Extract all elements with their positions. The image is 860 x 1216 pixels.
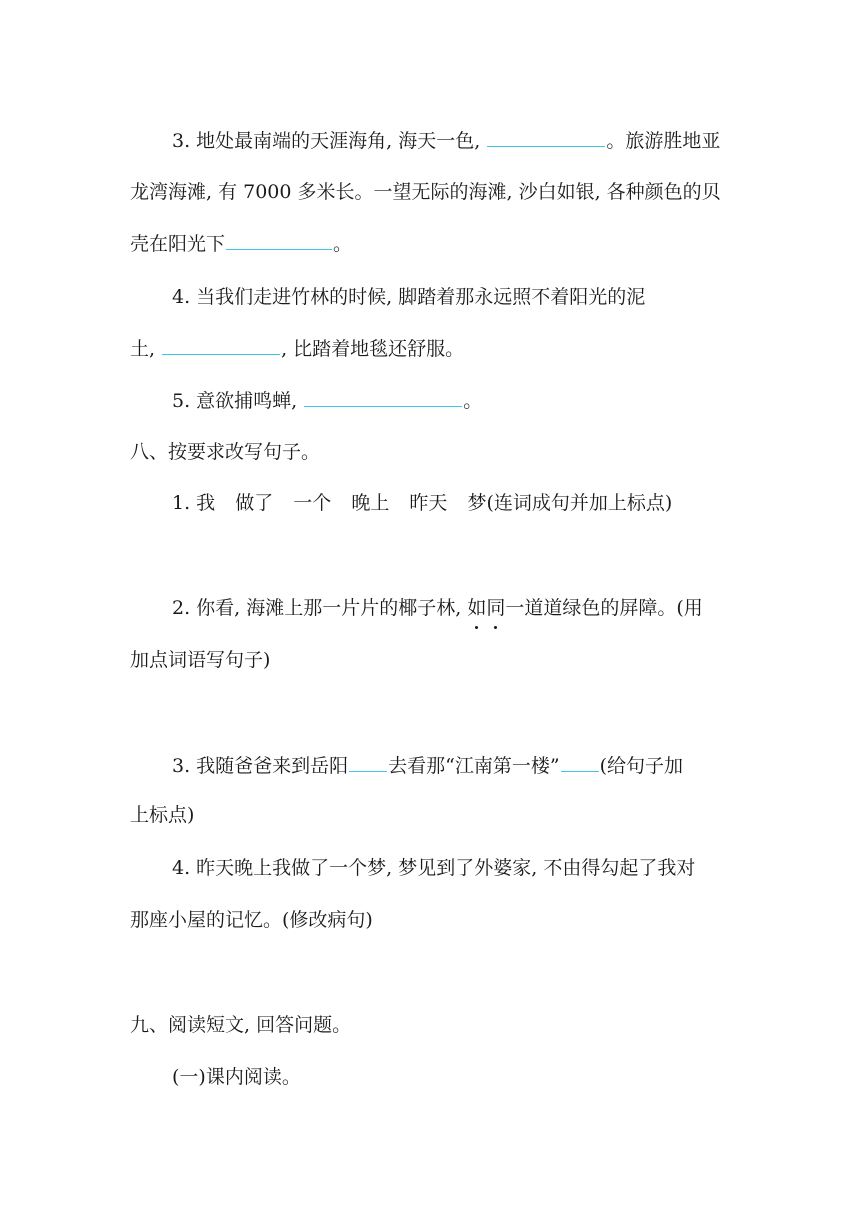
answer-blank[interactable] [304,388,462,407]
answer-blank[interactable] [226,231,332,250]
section-9-heading: 九、阅读短文, 回答问题。 [130,1014,352,1036]
section-8-heading: 八、按要求改写句子。 [130,441,321,463]
q8-item3-text-c: (给句子加 [599,755,684,777]
q8-item3-line1 [172,753,683,778]
answer-blank[interactable] [487,128,605,147]
q7-item3-line3 [130,231,352,256]
q8-item4-line1: 4. 昨天晚上我做了一个梦, 梦见到了外婆家, 不由得勾起了我对 [172,857,696,879]
word-3: 一个 [293,492,332,514]
q7-item3-text-b: 。旅游胜地亚 [606,130,721,152]
q8-item2-line1 [172,596,703,620]
q8-item1-line [172,491,672,515]
q8-item2-line2: 加点词语写句子) [130,649,271,671]
q7-item5-line [172,388,482,413]
q7-item5-text-b: 。 [463,390,483,412]
answer-blank[interactable] [162,336,280,355]
emphasis-dot-char-2: 同 [486,597,506,619]
q7-item3-line2: 龙湾海滩, 有 7000 多米长。一望无际的海滩, 沙白如银, 各种颜色的贝 [130,181,721,203]
word-4: 晚上 [351,492,390,514]
section-9-subheading: (一)课内阅读。 [172,1066,301,1088]
word-2: 做了 [235,492,274,514]
word-1: 1. 我 [172,492,216,514]
answer-blank[interactable] [349,753,387,772]
emphasis-dot-char-1: 如 [467,597,487,619]
q7-item4-line2 [130,336,464,361]
answer-blank[interactable] [561,753,599,772]
q8-item3-text-b: 去看那“江南第一楼” [388,755,560,777]
q7-item3-text-d: 。 [333,233,353,255]
q7-item5-text-a: 5. 意欲捕鸣蝉, [172,390,304,412]
q7-item3-line1 [172,128,720,153]
q8-item2-text-b: 一道道绿色的屏障。(用 [505,597,703,619]
q7-item3-text-c: 壳在阳光下 [130,233,226,255]
q7-item4-text-b: , 比踏着地毯还舒服。 [281,338,465,360]
q8-item4-line2: 那座小屋的记忆。(修改病句) [130,909,373,931]
q8-item3-line2: 上标点) [130,804,195,826]
q7-item3-text-a: 3. 地处最南端的天涯海角, 海天一色, [172,130,487,152]
word-6: 梦(连词成句并加上标点) [467,492,673,514]
q7-item4-line1: 4. 当我们走进竹林的时候, 脚踏着那永远照不着阳光的泥 [172,286,646,308]
q8-item2-text-a: 2. 你看, 海滩上那一片片的椰子林, [172,597,468,619]
word-5: 昨天 [409,492,448,514]
q7-item4-text-a: 土, [130,338,162,360]
q8-item3-text-a: 3. 我随爸爸来到岳阳 [172,755,349,777]
